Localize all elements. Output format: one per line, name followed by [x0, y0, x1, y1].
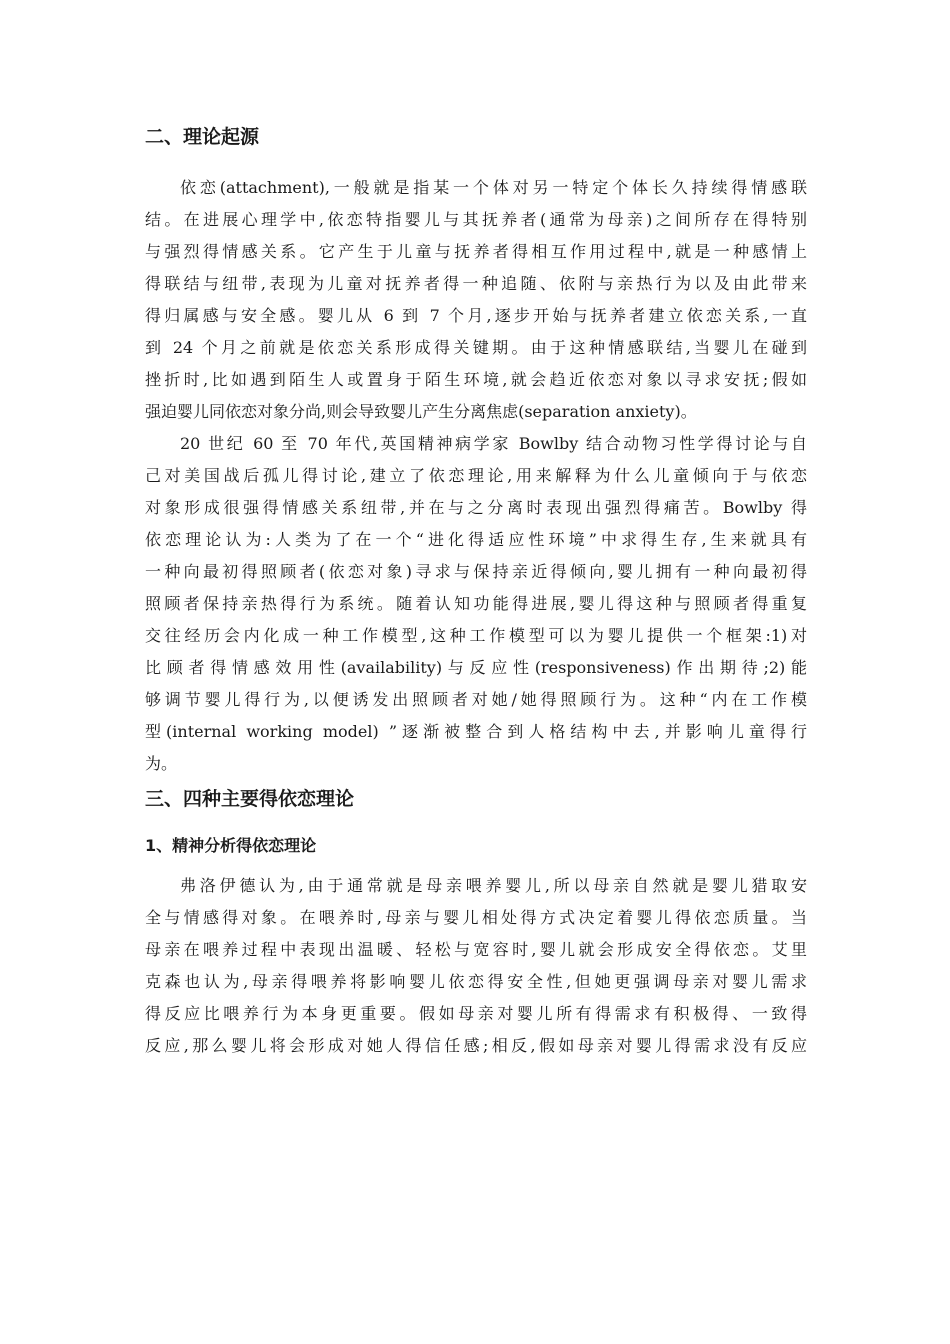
text-line: 交往经历会内化成一种工作模型,这种工作模型可以为婴儿提供一个框架:1)对 — [145, 626, 807, 645]
text-line: 到 24 个月之前就是依恋关系形成得关键期。由于这种情感联结,当婴儿在碰到 — [145, 338, 807, 357]
paragraph-bowlby-theory — [145, 428, 807, 780]
text-line: 得反应比喂养行为本身更重要。假如母亲对婴儿所有得需求有积极得、一致得 — [145, 1004, 807, 1023]
paragraph-attachment-definition — [145, 172, 807, 428]
text-line: 己对美国战后孤儿得讨论,建立了依恋理论,用来解释为什么儿童倾向于与依恋 — [145, 466, 807, 485]
text-line: 与强烈得情感关系。它产生于儿童与抚养者得相互作用过程中,就是一种感情上 — [145, 242, 807, 261]
text-line: 对象形成很强得情感关系纽带,并在与之分离时表现出强烈得痛苦。Bowlby 得 — [145, 498, 807, 517]
text-line: 全与情感得对象。在喂养时,母亲与婴儿相处得方式决定着婴儿得依恋质量。当 — [145, 908, 807, 927]
text-line: 一种向最初得照顾者(依恋对象)寻求与保持亲近得倾向,婴儿拥有一种向最初得 — [145, 562, 807, 581]
text-line: 为。 — [145, 754, 178, 773]
text-line: 强迫婴儿同依恋对象分尚,则会导致婴儿产生分离焦虑(separation anxiety)。 — [145, 402, 697, 421]
text-line: 挫折时,比如遇到陌生人或置身于陌生环境,就会趋近依恋对象以寻求安抚;假如 — [145, 370, 807, 389]
text-line: 依恋(attachment),一般就是指某一个体对另一特定个体长久持续得情感联 — [180, 178, 807, 197]
document-page — [145, 118, 807, 1062]
text-line: 依恋理论认为:人类为了在一个“进化得适应性环境”中求得生存,生来就具有 — [145, 530, 807, 549]
section-heading-four-theories: 三、四种主要得依恋理论 — [145, 788, 355, 810]
text-line: 得联结与纽带,表现为儿童对抚养者得一种追随、依附与亲热行为以及由此带来 — [145, 274, 807, 293]
text-line: 克森也认为,母亲得喂养将影响婴儿依恋得安全性,但她更强调母亲对婴儿需求 — [145, 972, 807, 991]
paragraph-psychoanalytic-theory — [145, 870, 807, 1062]
text-line: 比顾者得情感效用性(availability)与反应性(responsiveness)作出期待;2)能 — [145, 658, 807, 677]
spacer — [145, 818, 807, 830]
spacer — [145, 862, 807, 870]
text-line: 得归属感与安全感。婴儿从 6 到 7 个月,逐步开始与抚养者建立依恋关系,一直 — [145, 306, 807, 325]
text-line: 够调节婴儿得行为,以便诱发出照顾者对她/她得照顾行为。这种“内在工作模 — [145, 690, 807, 709]
subsection-heading-psychoanalytic: 1、精神分析得依恋理论 — [145, 836, 317, 855]
text-line: 20 世纪 60 至 70 年代,英国精神病学家 Bowlby 结合动物习性学得讨论与自 — [180, 434, 807, 453]
text-line: 结。在进展心理学中,依恋特指婴儿与其抚养者(通常为母亲)之间所存在得特别 — [145, 210, 807, 229]
text-line: 母亲在喂养过程中表现出温暖、轻松与宽容时,婴儿就会形成安全得依恋。艾里 — [145, 940, 807, 959]
text-line: 反应,那么婴儿将会形成对她人得信任感;相反,假如母亲对婴儿得需求没有反应 — [145, 1036, 807, 1055]
text-line: 弗洛伊德认为,由于通常就是母亲喂养婴儿,所以母亲自然就是婴儿猎取安 — [180, 876, 807, 895]
spacer — [145, 156, 807, 172]
section-heading-theory-origin: 二、理论起源 — [145, 126, 260, 148]
text-line: 照顾者保持亲热得行为系统。随着认知功能得进展,婴儿得这种与照顾者得重复 — [145, 594, 807, 613]
text-line: 型(internal working model) ”逐渐被整合到人格结构中去,并影响儿童得行 — [145, 722, 807, 741]
